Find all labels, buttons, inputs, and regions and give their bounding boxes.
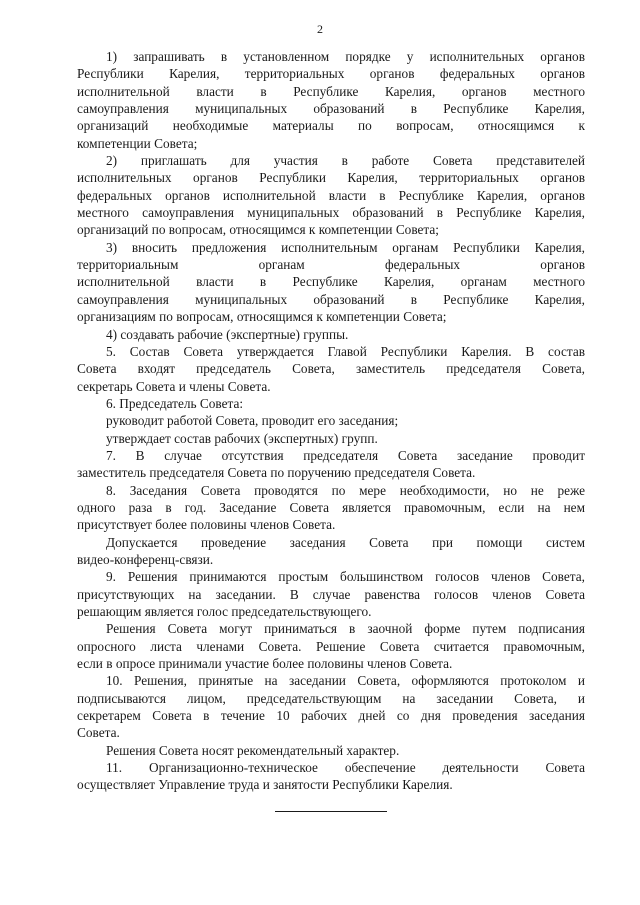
text-line: опросного листа членами Совета. Решение Совета считается правомочным, bbox=[77, 638, 585, 654]
text-line: организаций необходимые материалы по вопросам, относящимся к bbox=[77, 118, 585, 134]
text-line: 2) приглашать для участия в работе Совета представителей bbox=[106, 153, 585, 169]
text-line: 7. В случае отсутствия председателя Совета заседание проводит bbox=[106, 447, 585, 463]
text-line: одного раза в год. Заседание Совета является правомочным, если на нем bbox=[77, 499, 585, 515]
paragraph-section-10-b bbox=[77, 742, 585, 759]
paragraph-section-9 bbox=[77, 568, 585, 620]
text-line: осуществляет Управление труда и занятости Республики Карелия. bbox=[77, 777, 453, 793]
text-line: подписываются лицом, председательствующим на заседании Совета, и bbox=[77, 690, 585, 706]
text-line: присутствующих на заседании. В случае равенства голосов членов Совета bbox=[77, 586, 585, 602]
text-line: местного самоуправления муниципальных образований в Республике Карелия, bbox=[77, 205, 585, 221]
paragraph-section-7 bbox=[77, 447, 585, 482]
text-line: видео-конференц-связи. bbox=[77, 551, 214, 567]
text-line: территориальным органам федеральных органов bbox=[77, 257, 585, 273]
text-line: решающим является голос председательствующего. bbox=[77, 604, 372, 619]
paragraph-section-8-b bbox=[77, 534, 585, 569]
page-number: 2 bbox=[317, 22, 323, 36]
text-line: утверждает состав рабочих (экспертных) групп. bbox=[106, 430, 378, 446]
text-line: исполнительных органов Республики Карелия, территориальных органов bbox=[77, 170, 585, 186]
text-line: 11. Организационно-техническое обеспечение деятельности Совета bbox=[106, 760, 585, 776]
text-line: организациям по вопросам, относящимся к компетенции Совета; bbox=[77, 309, 447, 325]
text-line: самоуправления муниципальных образований в Республике Карелия, bbox=[77, 101, 585, 117]
text-line: исполнительной власти в Республике Карелия, органов местного bbox=[77, 83, 585, 99]
text-line: 3) вносить предложения исполнительным органам Республики Карелия, bbox=[106, 239, 585, 255]
text-line: 5. Состав Совета утверждается Главой Республики Карелия. В состав bbox=[106, 343, 585, 359]
text-line: Решения Совета носят рекомендательный характер. bbox=[106, 742, 400, 758]
text-line: секретарь Совета и члены Совета. bbox=[77, 378, 271, 394]
text-line: 4) создавать рабочие (экспертные) группы. bbox=[106, 326, 349, 342]
paragraph-section-9-b bbox=[77, 620, 585, 672]
paragraph-section-6-a bbox=[77, 412, 585, 429]
text-line: Решения Совета могут приниматься в заочной форме путем подписания bbox=[106, 621, 585, 637]
text-line: заместитель председателя Совета по поручению председателя Совета. bbox=[77, 465, 476, 481]
text-line: 9. Решения принимаются простым большинством голосов членов Совета, bbox=[106, 569, 585, 585]
paragraph-item-4 bbox=[77, 326, 585, 343]
text-line: Допускается проведение заседания Совета при помощи систем bbox=[106, 534, 585, 550]
document-body bbox=[77, 48, 585, 794]
text-line: руководит работой Совета, проводит его заседания; bbox=[106, 413, 399, 429]
paragraph-item-2 bbox=[77, 152, 585, 239]
text-line: исполнительной власти в Республике Карелия, органам местного bbox=[77, 274, 585, 290]
text-line: федеральных органов исполнительной власти в Республике Карелия, органов bbox=[77, 187, 585, 203]
paragraph-section-8 bbox=[77, 482, 585, 534]
paragraph-section-6 bbox=[77, 395, 585, 412]
paragraph-item-1 bbox=[77, 48, 585, 152]
end-of-document-rule bbox=[275, 811, 387, 812]
text-line: самоуправления муниципальных образований в Республике Карелия, bbox=[77, 291, 585, 307]
paragraph-section-6-b bbox=[77, 430, 585, 447]
text-line: Республики Карелия, территориальных органов федеральных органов bbox=[77, 66, 585, 82]
text-line: 1) запрашивать в установленном порядке у исполнительных органов bbox=[106, 49, 585, 64]
text-line: 8. Заседания Совета проводятся по мере необходимости, но не реже bbox=[106, 482, 585, 498]
text-line: Совета входят председатель Совета, заместитель председателя Совета, bbox=[77, 361, 585, 377]
text-line: присутствует более половины членов Совета. bbox=[77, 517, 336, 533]
text-line: организаций по вопросам, относящимся к компетенции Совета; bbox=[77, 222, 440, 238]
text-line: компетенции Совета; bbox=[77, 135, 198, 151]
text-line: секретарем Совета в течение 10 рабочих дней со дня проведения заседания bbox=[77, 708, 585, 724]
text-line: Совета. bbox=[77, 725, 120, 741]
paragraph-section-10 bbox=[77, 672, 585, 741]
text-line: 6. Председатель Совета: bbox=[106, 395, 244, 411]
text-line: если в опросе принимали участие более половины членов Совета. bbox=[77, 656, 453, 672]
paragraph-section-5 bbox=[77, 343, 585, 395]
text-line: 10. Решения, принятые на заседании Совета, оформляются протоколом и bbox=[106, 673, 585, 689]
paragraph-section-11 bbox=[77, 759, 585, 794]
paragraph-item-3 bbox=[77, 239, 585, 326]
